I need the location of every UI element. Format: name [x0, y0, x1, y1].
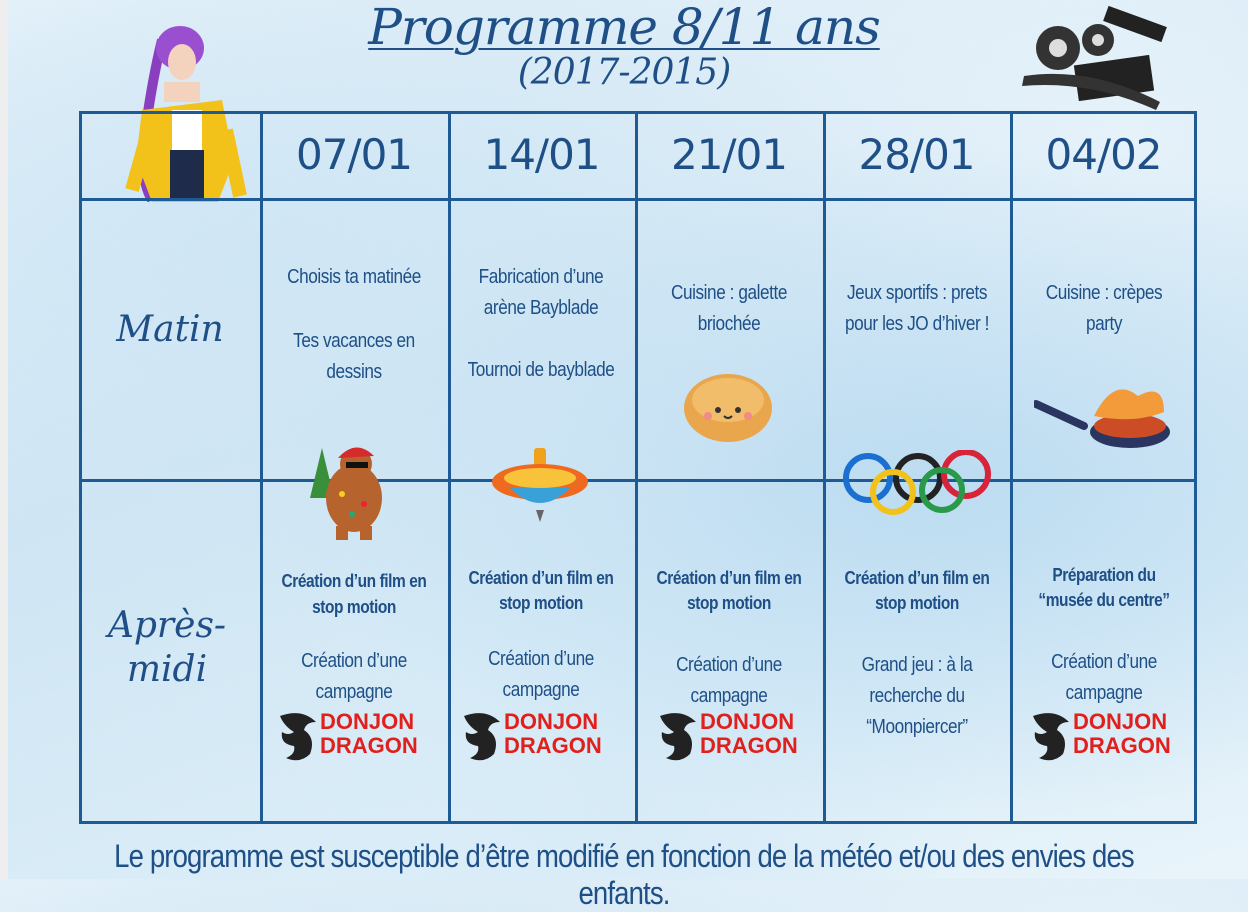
afternoon-activity [843, 566, 991, 743]
logo-text: DRAGON [1073, 733, 1171, 758]
table-divider [82, 479, 1194, 482]
afternoon-activity [655, 566, 803, 712]
page-edge [0, 0, 8, 879]
date-header: 14/01 [483, 130, 600, 179]
activity-text: Cuisine : galette briochée [670, 282, 788, 335]
footer-note: Le programme est susceptible d’être modifié en fonction de la météo et/ou des envies des enfants. [114, 838, 1134, 911]
activity-text: Choisis ta matinée [287, 266, 421, 288]
activity-text: Création d’une campagne [301, 650, 407, 703]
spacer [1030, 613, 1178, 647]
page-title: Programme 8/11 ans [368, 0, 880, 56]
dragon-icon [656, 708, 700, 764]
dragon-icon [1029, 708, 1073, 764]
date-header: 04/02 [1045, 130, 1162, 179]
activity-text: Jeux sportifs : prets pour les JO d’hiver ! [845, 282, 989, 335]
spinning-top-icon [490, 448, 590, 524]
bigfoot-christmas-icon [302, 438, 398, 542]
afternoon-activity [467, 566, 615, 706]
activity-text: Cuisine : crèpes party [1045, 282, 1163, 335]
brioche-icon [682, 364, 774, 444]
activity-text-bold: Création d’un film en stop motion [844, 568, 990, 613]
activity-text-bold: Création d’un film en stop motion [656, 568, 802, 613]
row-label-afternoon: Après-midi [107, 605, 227, 690]
activity-text: Tournoi de bayblade [467, 359, 615, 381]
activity-text: Fabrication d’une arène Bayblade [478, 266, 604, 319]
activity-text: Création d’une campagne [488, 648, 594, 701]
logo-text: DONJON [700, 709, 795, 734]
page-subtitle: (2017-2015) [517, 52, 731, 93]
table-divider [82, 198, 1194, 201]
table-divider [260, 114, 263, 821]
olympic-rings-icon [840, 450, 994, 516]
donjon-dragon-logo [460, 708, 610, 768]
date-header: 28/01 [858, 130, 975, 179]
morning-activity [1030, 278, 1178, 340]
logo-text: DRAGON [700, 733, 798, 758]
donjon-dragon-logo [276, 708, 426, 768]
spacer [843, 616, 991, 650]
activity-text-bold: Préparation du “musée du centre” [1038, 565, 1170, 610]
logo-text: DONJON [1073, 709, 1168, 734]
table-divider [823, 114, 826, 821]
spacer [467, 324, 615, 355]
dragon-icon [460, 708, 504, 764]
spacer [280, 620, 428, 646]
activity-text: Tes vacances en dessins [293, 330, 415, 383]
morning-activity [655, 278, 803, 340]
row-label-morning: Matin [116, 309, 224, 350]
morning-activity [280, 262, 428, 388]
afternoon-activity [280, 568, 428, 708]
spacer [280, 293, 428, 326]
table-divider [635, 114, 638, 821]
date-header: 07/01 [295, 130, 413, 179]
date-header: 21/01 [670, 130, 788, 179]
crepe-pan-icon [1034, 376, 1172, 456]
morning-activity [467, 262, 615, 386]
activity-text: Création d’une campagne [1051, 651, 1157, 704]
logo-text: DRAGON [320, 733, 418, 758]
activity-text: Création d’une campagne [676, 654, 782, 707]
logo-text: DONJON [504, 709, 599, 734]
logo-text: DRAGON [504, 733, 602, 758]
table-divider [1010, 114, 1013, 821]
spacer [655, 616, 803, 650]
donjon-dragon-logo [656, 708, 806, 768]
morning-activity [843, 278, 991, 340]
logo-text: DONJON [320, 709, 415, 734]
activity-text: Grand jeu : à la recherche du “Moonpiercer” [861, 654, 973, 738]
dragon-icon [276, 708, 320, 764]
table-divider [448, 114, 451, 821]
film-camera-icon [1020, 6, 1170, 114]
afternoon-activity [1030, 563, 1178, 709]
spacer [467, 616, 615, 644]
activity-text-bold: Création d’un film en stop motion [468, 568, 614, 613]
donjon-dragon-logo [1029, 708, 1179, 768]
activity-text-bold: Création d’un film en stop motion [281, 571, 427, 617]
